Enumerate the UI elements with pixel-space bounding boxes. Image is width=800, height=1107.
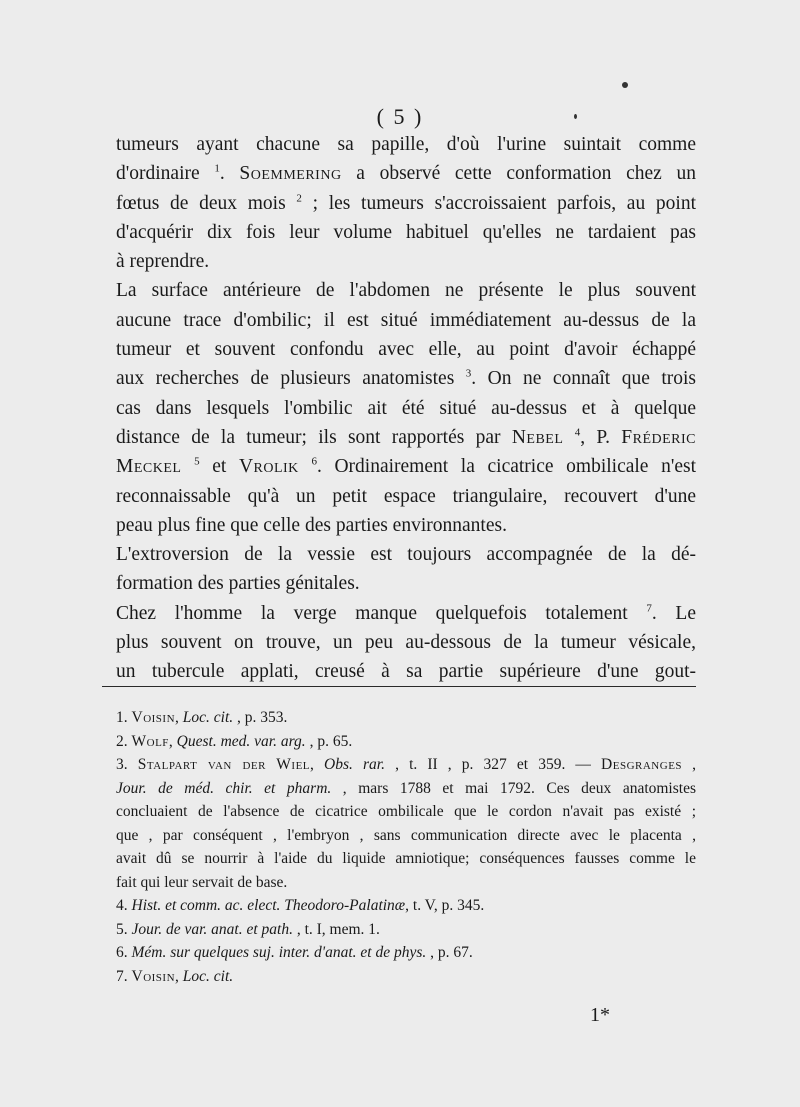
text-line: plus souvent on trouve, un peu au-dessous de la tumeur vésicale,: [116, 632, 696, 654]
footnote-ref: 2: [296, 192, 302, 205]
page-number: ( 5 ): [376, 104, 424, 129]
footnote-ref: 4: [574, 426, 581, 439]
text-line: tumeur et souvent confondu avec elle, au point d'avoir échappé: [116, 339, 696, 361]
text-line: tumeurs ayant chacune sa papille, d'où l'urine suintait comme: [116, 134, 696, 155]
footnote: 2. Wolf, Quest. med. var. arg. , p. 65.: [116, 732, 353, 750]
footnote-ref: 3: [465, 367, 472, 380]
text-line: peau plus fine que celle des parties environnantes.: [116, 514, 507, 536]
text-line: aucune trace d'ombilic; il est situé immédiatement au-dessus de la: [116, 309, 696, 331]
author-name: Meckel: [116, 456, 182, 478]
text-line: La surface antérieure de l'abdomen ne présente le plus souvent: [116, 280, 696, 302]
text-line: aux recherches de plusieurs anatomistes $^3$. On ne connaît que trois: [116, 367, 696, 390]
text-line: d'acquérir dix fois leur volume habituel qu'elles ne tardaient pas: [116, 221, 696, 243]
text-line: Meckel $^5$ et Vrolik $^6$. Ordinairement la cicatrice ombilicale n'est: [116, 455, 697, 478]
footnote-divider: [102, 686, 696, 687]
footnotes: [116, 706, 696, 988]
text-line: fœtus de deux mois $^2$ ; les tumeurs s'accroissaient parfois, au point: [116, 192, 696, 214]
footnote-ref: 1: [214, 162, 220, 175]
footnote: 1. Voisin, Loc. cit. , p. 353.: [116, 709, 288, 726]
text-line: L'extroversion de la vessie est toujours accompagnée de la dé-: [116, 544, 696, 566]
footnote: 7. Voisin, Loc. cit.: [116, 967, 234, 985]
text-line: Chez l'homme la verge manque quelquefois totalement $^7$. Le: [116, 602, 696, 624]
text-line: d'ordinaire $^1$. Soemmering a observé cette conformation chez un: [116, 162, 696, 185]
text-line: formation des parties génitales.: [116, 573, 360, 595]
ink-speck: [622, 82, 628, 88]
footnote-ref: 7: [646, 602, 652, 615]
author-name: Fréderic: [621, 426, 697, 448]
ink-speck: [574, 114, 577, 119]
signature-mark: 1*: [590, 1004, 610, 1026]
text-line: cas dans lesquels l'ombilic ait été situé au-dessus et à quelque: [116, 397, 696, 419]
author-name: Nebel: [511, 426, 564, 448]
footnote: 4. Hist. et comm. ac. elect. Theodoro-Palatinæ, t. V, p. 345.: [116, 897, 485, 914]
body-text: [116, 130, 696, 687]
text-line: reconnaissable qu'à un petit espace triangulaire, recouvert d'une: [116, 485, 696, 507]
footnote-ref: 6: [311, 455, 317, 468]
text-line: un tubercule applati, creusé à sa partie supérieure d'une gout-: [116, 661, 696, 683]
author-name: Soemmering: [239, 163, 342, 185]
footnote-ref: 5: [194, 455, 200, 468]
footnote: 5. Jour. de var. anat. et path. , t. I, mem. 1.: [116, 920, 380, 938]
author-name: Vrolik: [238, 456, 299, 478]
footnote: 3. Stalpart van der Wiel, Obs. rar. , t. II , p. 327 et 359. — Desgranges , Jour. de méd. chir. et pharm. , mars 1788 et mai 1792. Ces deux anatomistes concluaient de l'absence de cicatrice ombilicale que le cordon n'avait pas existé ; que , par conséquent , l'embryon , sans communication directe avec le placenta , avait dû se nourrir à l'aide du liquide amniotique; conséquences fausses comme le fait qui leur servait de base.: [116, 756, 697, 891]
text-line: distance de la tumeur; ils sont rapportés par Nebel $^4$, P. Fréderic: [116, 426, 697, 448]
text-line: à reprendre.: [116, 251, 210, 273]
footnote: 6. Mém. sur quelques suj. inter. d'anat. et de phys. , p. 67.: [116, 944, 473, 961]
